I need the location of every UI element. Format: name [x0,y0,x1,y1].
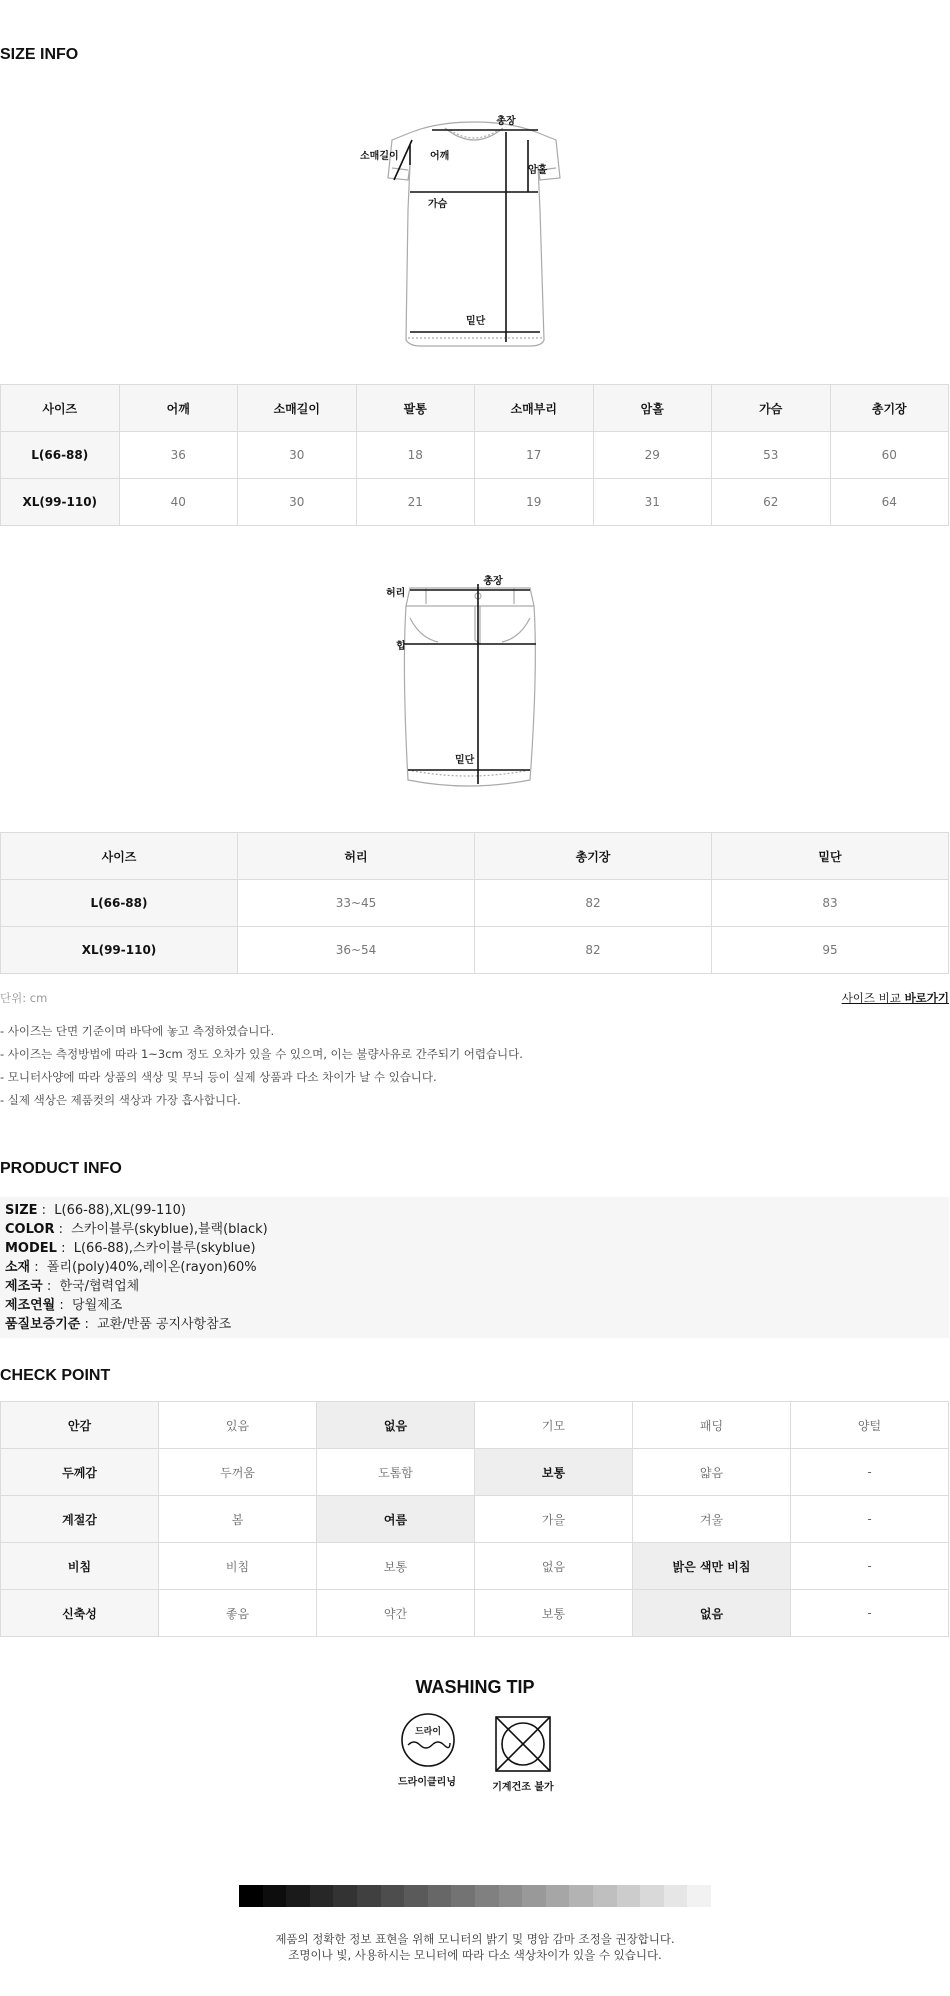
product-info-value: 스카이블루(skyblue),블랙(black) [71,1222,268,1237]
table-cell: 36~54 [238,927,475,974]
check-point-option: 두꺼움 [159,1449,317,1496]
skirt-label-length: 총장 [483,576,503,587]
check-point-label: 비침 [1,1543,159,1590]
gray-swatch [263,1885,287,1907]
gray-swatch [381,1885,405,1907]
table-header-cell: 총기장 [830,385,949,432]
table-header-cell: 밑단 [712,833,949,880]
size-info-title: SIZE INFO [0,46,79,63]
size-compare-link[interactable] [842,990,949,1006]
table-row [1,432,949,479]
gray-swatch [569,1885,593,1907]
product-info-label: MODEL [5,1241,57,1256]
size-compare-prefix: 사이즈 비교 [841,991,901,1005]
table-header-cell: 가슴 [712,385,831,432]
product-info-row: SIZE : L(66-88),XL(99-110) [5,1203,186,1218]
product-info-label: 제조연월 [5,1298,56,1313]
table-cell: 83 [712,880,949,927]
gray-swatch [593,1885,617,1907]
check-point-option: 없음 [475,1543,633,1590]
check-point-option-selected: 없음 [633,1590,791,1637]
gray-swatch [451,1885,475,1907]
dry-clean-icon [400,1712,456,1768]
product-info-label: COLOR [5,1222,55,1237]
check-point-option: - [791,1496,949,1543]
gray-swatch [499,1885,523,1907]
skirt-label-hip: 힙 [396,641,406,652]
gray-swatch [617,1885,641,1907]
table-header-cell: 사이즈 [1,385,120,432]
top-label-length: 총장 [496,116,516,127]
product-info-value: 한국/협력업체 [59,1279,140,1294]
table-row [1,927,949,974]
table-row [1,1449,949,1496]
size-note: - 사이즈는 측정방법에 따라 1~3cm 정도 오차가 있을 수 있으며, 이는 불량사유로 간주되기 어렵습니다. [0,1047,523,1061]
table-header-cell: 사이즈 [1,833,238,880]
check-point-option: - [791,1543,949,1590]
table-header-cell: 소매길이 [238,385,357,432]
product-info-row: 제조국 : 한국/협력업체 [5,1279,140,1294]
product-info-value: 폴리(poly)40%,레이온(rayon)60% [46,1260,257,1275]
skirt-garment-diagram [380,570,580,795]
check-point-label: 두께감 [1,1449,159,1496]
top-label-sleeve-length: 소매길이 [360,151,399,162]
table-header-cell: 어깨 [119,385,238,432]
check-point-table [0,1401,949,1637]
dry-clean-icon-text: 드라이 [414,1727,442,1737]
gray-scale-bar [239,1885,711,1907]
table-row [1,479,949,526]
gray-swatch [239,1885,263,1907]
check-point-option: 좋음 [159,1590,317,1637]
table-cell: 33~45 [238,880,475,927]
table-cell: 60 [830,432,949,479]
dry-clean-label: 드라이클리닝 [398,1777,456,1788]
table-header-cell: 팔통 [356,385,475,432]
top-label-hem: 밑단 [466,316,486,327]
product-info-label: SIZE [5,1203,38,1218]
gray-swatch [687,1885,711,1907]
size-note: - 모니터사양에 따라 상품의 색상 및 무늬 등이 실제 상품과 다소 차이가 날 수 있습니다. [0,1070,437,1084]
footer-note: 조명이나 빛, 사용하시는 모니터에 따라 다소 색상차이가 있을 수 있습니다. [288,1948,662,1962]
top-label-shoulder: 어깨 [430,151,450,162]
washing-tip-title: WASHING TIP [415,1677,535,1697]
table-cell: 95 [712,927,949,974]
table-cell: 21 [356,479,475,526]
product-info-value: 교환/반품 공지사항참조 [97,1317,232,1332]
gray-swatch [640,1885,664,1907]
product-info-row: MODEL : L(66-88),스카이블루(skyblue) [5,1241,256,1256]
gray-swatch [333,1885,357,1907]
table-cell: 29 [593,432,712,479]
check-point-option-selected: 밝은 색만 비침 [633,1543,791,1590]
check-point-option: 보통 [475,1590,633,1637]
size-note: - 사이즈는 단면 기준이며 바닥에 놓고 측정하였습니다. [0,1024,275,1038]
table-cell: 31 [593,479,712,526]
size-label-cell: L(66-88) [1,432,120,479]
table-cell: 36 [119,432,238,479]
check-point-title: CHECK POINT [0,1367,111,1384]
top-label-chest: 가슴 [428,199,448,210]
no-tumble-dry-icon [494,1715,552,1773]
product-info-row: 제조연월 : 당월제조 [5,1298,123,1313]
gray-swatch [522,1885,546,1907]
footer-note: 제품의 정확한 정보 표현을 위해 모니터의 밝기 및 명암 감마 조정을 권장합니다. [275,1932,675,1946]
check-point-option: 양털 [791,1402,949,1449]
gray-swatch [475,1885,499,1907]
table-cell: 19 [475,479,594,526]
check-point-option: 있음 [159,1402,317,1449]
product-info-label: 품질보증기준 [5,1317,81,1332]
skirt-size-table [0,832,949,974]
product-info-title: PRODUCT INFO [0,1160,122,1177]
gray-swatch [664,1885,688,1907]
product-info-row: COLOR : 스카이블루(skyblue),블랙(black) [5,1222,268,1237]
check-point-option: 얇음 [633,1449,791,1496]
table-header-cell: 허리 [238,833,475,880]
table-cell: 82 [475,880,712,927]
product-info-row: 품질보증기준 : 교환/반품 공지사항참조 [5,1317,232,1332]
unit-label: 단위: cm [0,991,48,1005]
table-cell: 62 [712,479,831,526]
check-point-option-selected: 없음 [317,1402,475,1449]
gray-swatch [428,1885,452,1907]
table-cell: 64 [830,479,949,526]
size-note: - 실제 색상은 제품컷의 색상과 가장 흡사합니다. [0,1093,241,1107]
product-info-value: L(66-88),스카이블루(skyblue) [73,1241,256,1256]
check-point-label: 안감 [1,1402,159,1449]
check-point-option: 보통 [317,1543,475,1590]
table-cell: 30 [238,479,357,526]
check-point-option-selected: 보통 [475,1449,633,1496]
product-info-label: 소재 [5,1260,31,1275]
check-point-option: 도톰함 [317,1449,475,1496]
top-label-armhole: 암홀 [528,165,548,176]
table-cell: 40 [119,479,238,526]
check-point-option: 약간 [317,1590,475,1637]
table-row [1,1543,949,1590]
table-row [1,1496,949,1543]
gray-swatch [404,1885,428,1907]
check-point-option: 겨울 [633,1496,791,1543]
no-tumble-dry-label: 기계건조 불가 [492,1782,554,1793]
table-row [1,1402,949,1449]
product-info-value: L(66-88),XL(99-110) [54,1203,186,1218]
check-point-option: 기모 [475,1402,633,1449]
top-garment-diagram [350,110,600,355]
check-point-label: 계절감 [1,1496,159,1543]
gray-swatch [357,1885,381,1907]
gray-swatch [286,1885,310,1907]
table-header-cell: 암홀 [593,385,712,432]
table-row [1,880,949,927]
gray-swatch [310,1885,334,1907]
size-label-cell: XL(99-110) [1,927,238,974]
table-cell: 18 [356,432,475,479]
skirt-label-hem: 밑단 [455,755,475,766]
size-compare-go: 바로가기 [904,991,949,1005]
gray-swatch [546,1885,570,1907]
table-header-row [1,385,949,432]
table-cell: 82 [475,927,712,974]
top-size-table [0,384,949,526]
table-header-row [1,833,949,880]
check-point-option: - [791,1590,949,1637]
product-info-value: 당월제조 [72,1298,123,1313]
product-info-row: 소재 : 폴리(poly)40%,레이온(rayon)60% [5,1260,257,1275]
table-cell: 17 [475,432,594,479]
check-point-option: - [791,1449,949,1496]
check-point-option: 봄 [159,1496,317,1543]
size-label-cell: L(66-88) [1,880,238,927]
product-info-box [0,1197,949,1338]
table-header-cell: 총기장 [475,833,712,880]
check-point-option: 비침 [159,1543,317,1590]
size-label-cell: XL(99-110) [1,479,120,526]
check-point-option: 가을 [475,1496,633,1543]
product-info-label: 제조국 [5,1279,43,1294]
check-point-option-selected: 여름 [317,1496,475,1543]
skirt-label-waist: 허리 [386,588,406,599]
table-header-cell: 소매부리 [475,385,594,432]
check-point-label: 신축성 [1,1590,159,1637]
check-point-option: 패딩 [633,1402,791,1449]
table-row [1,1590,949,1637]
table-cell: 53 [712,432,831,479]
table-cell: 30 [238,432,357,479]
